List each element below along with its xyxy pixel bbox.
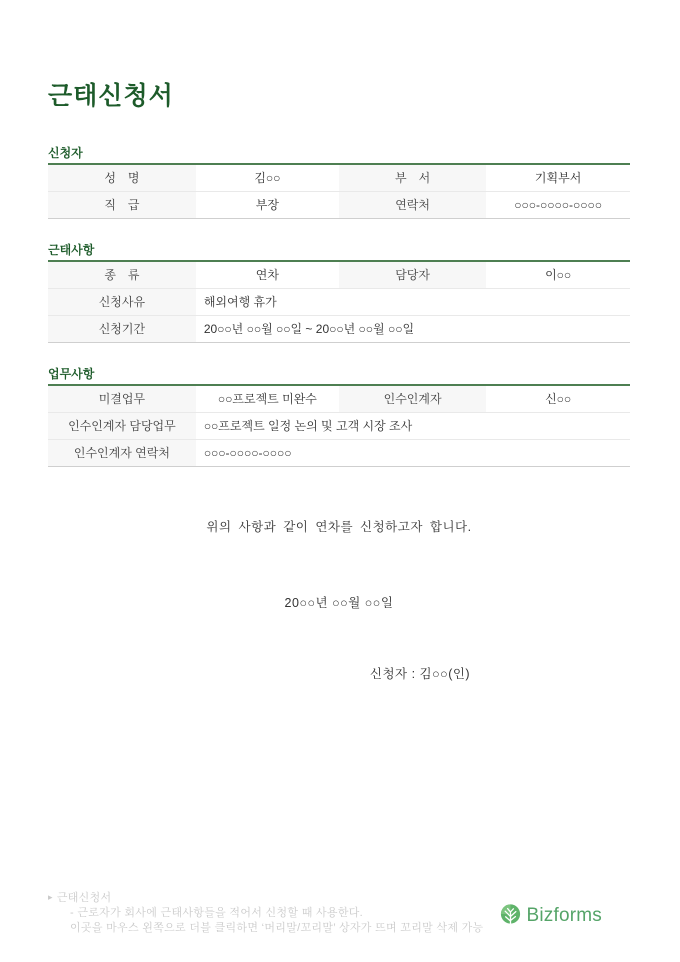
leave-type-label: 종 류 [48,261,196,289]
document-date: 20○○년 ○○월 ○○일 [284,596,394,610]
period-value: 20○○년 ○○월 ○○일 ~ 20○○년 ○○월 ○○일 [196,316,630,343]
table-row [48,261,630,289]
position-value: 부장 [196,192,339,219]
applicant-table [48,163,630,219]
successor-label: 인수인계자 [339,385,486,413]
successor-duty-value: ○○프로젝트 일정 논의 및 고객 시장 조사 [196,413,630,440]
period-label: 신청기간 [48,316,196,343]
declaration-statement: 위의 사항과 같이 연차를 신청하고자 합니다. [206,520,472,534]
section-heading-applicant: 신청자 [48,146,83,160]
leave-type-value: 연차 [196,261,339,289]
bullet-icon: ▸ [48,892,53,902]
reason-label: 신청사유 [48,289,196,316]
reason-value: 해외여행 휴가 [196,289,630,316]
successor-contact-value: ○○○-○○○○-○○○○ [196,440,630,467]
section-heading-attendance: 근태사항 [48,243,95,257]
table-row [48,316,630,343]
name-value: 김○○ [196,164,339,192]
document-content [48,0,630,682]
table-row [48,440,630,467]
table-row [48,385,630,413]
name-label: 성 명 [48,164,196,192]
bizforms-logo [499,903,603,929]
tree-icon [499,903,522,929]
work-table [48,384,630,467]
table-row [48,289,630,316]
footer-note-line: 이곳을 마우스 왼쪽으로 더블 클릭하면 ‘머리말/꼬리말’ 상자가 뜨며 꼬리말 삭제 가능 [70,922,484,934]
department-label: 부 서 [339,164,486,192]
position-label: 직 급 [48,192,196,219]
table-row [48,192,630,219]
successor-contact-label: 인수인계자 연락처 [48,440,196,467]
section-heading-work: 업무사항 [48,367,95,381]
pending-work-label: 미결업무 [48,385,196,413]
contact-label: 연락처 [339,192,486,219]
document-title: 근태신청서 [48,82,174,110]
department-value: 기획부서 [486,164,630,192]
successor-duty-label: 인수인계자 담당업무 [48,413,196,440]
manager-value: 이○○ [486,261,630,289]
footer-note-line: - 근로자가 회사에 근태사항들을 적어서 신청할 때 사용한다. [70,907,364,919]
contact-value: ○○○-○○○○-○○○○ [486,192,630,219]
table-row [48,413,630,440]
table-row [48,164,630,192]
successor-value: 신○○ [486,385,630,413]
pending-work-value: ○○프로젝트 미완수 [196,385,339,413]
attendance-table [48,260,630,343]
footer [48,891,630,936]
manager-label: 담당자 [339,261,486,289]
footer-note-title-text: 근태신청서 [56,892,112,904]
bizforms-logo-text: Bizforms [526,905,602,926]
applicant-signature: 신청자 : 김○○(인) [369,667,471,681]
